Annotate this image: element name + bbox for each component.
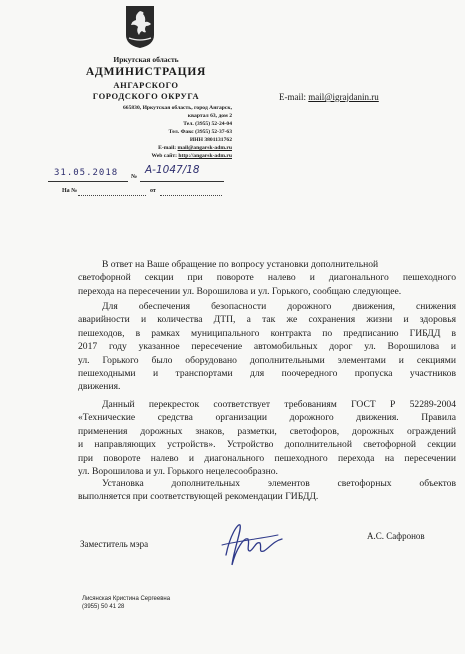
header-administration: АДМИНИСТРАЦИЯ <box>85 66 207 78</box>
p1-line: светофорной секции при повороте налево и диагонального пешеходного <box>78 272 456 284</box>
header-email <box>60 145 232 153</box>
header-web-label: Web сайт: <box>151 153 177 159</box>
p2-line: движения. <box>78 381 121 393</box>
signatory-position: Заместитель мэра <box>80 539 149 549</box>
header-email-link[interactable]: mail@angarsk-adm.ru <box>177 145 232 151</box>
p2-line: пешеходными и транспортами для поочередного пропуска участников <box>78 368 456 380</box>
p2-line: аварийности и количества ДТП, а так же сохранения жизни и здоровья <box>78 314 456 326</box>
handwritten-signature <box>218 515 288 571</box>
header-fax: Тел. Факс (3955) 52-37-63 <box>168 129 232 135</box>
reply-to-date-line <box>160 195 222 196</box>
p2-line: ул. Горького было оборудовано дополнительными элементами и секциями <box>78 354 456 366</box>
date-underline <box>48 181 128 182</box>
header-phone: Тел. (3955) 52-24-04 <box>183 121 232 127</box>
recipient-email <box>279 92 379 102</box>
paragraph-1 <box>78 258 456 298</box>
p3-line: при повороте налево и диагонального пешеходного перехода на пересечении <box>78 452 456 464</box>
registration-date: 31.05.2018 <box>54 168 119 178</box>
header-address-line1: 665830, Иркутская область, город Ангарск, <box>122 105 232 111</box>
paragraph-2 <box>78 300 456 394</box>
coat-of-arms-icon <box>125 5 155 49</box>
p2-line: 2017 году указанное пересечение автомобильных дорог ул. Ворошилова и <box>78 341 456 353</box>
header-region: Иркутская область <box>113 55 179 64</box>
header-district: ГОРОДСКОГО ОКРУГА <box>92 91 200 101</box>
reply-to-date-label: от <box>150 188 156 194</box>
executor-phone: (3955) 50 41 28 <box>82 604 125 610</box>
p3-line: ул. Ворошилова и ул. Горького нецелесообразно. <box>78 466 278 478</box>
signatory-name: А.С. Сафронов <box>367 531 425 541</box>
header-website <box>60 153 232 161</box>
p3-line: применения дорожных знаков, разметки, светофоров, дорожных ограждений <box>78 425 456 437</box>
number-underline <box>140 181 224 182</box>
reply-to-number-label: На № <box>62 188 78 194</box>
p1-line: перехода на пересечении ул. Ворошилова и ул. Горького, сообщаю следующее. <box>78 285 402 297</box>
paragraph-4 <box>78 477 456 504</box>
p2-line: пешеходов, в рамках муниципального контракта по предписанию ГИБДД в <box>78 327 456 339</box>
reply-to-number-line <box>78 195 146 196</box>
header-inn: ИНН 3801131762 <box>189 137 232 143</box>
p2-line: Для обеспечения безопасности дорожного движения, снижения <box>102 301 456 312</box>
header-web-link[interactable]: http://angarsk-adm.ru <box>178 153 232 159</box>
p1-line: В ответ на Ваше обращение по вопросу установки дополнительной <box>102 259 379 270</box>
header-email-label: E-mail: <box>158 145 177 151</box>
header-city: АНГАРСКОГО <box>113 80 179 90</box>
p3-line: и направляющих устройств». Устройство дополнительной светофорной секции <box>78 439 456 451</box>
registration-number-label: № <box>131 174 138 180</box>
paragraph-3 <box>78 398 456 478</box>
header-address-line2: квартал 63, дом 2 <box>187 113 232 119</box>
p3-line: Данный перекресток соответствует требованиям ГОСТ Р 52289-2004 <box>102 399 456 410</box>
recipient-email-label: E-mail: <box>279 92 306 102</box>
p4-line: Установка дополнительных элементов светофорных объектов <box>102 478 456 489</box>
recipient-email-link[interactable]: mail@igrajdanin.ru <box>308 92 379 102</box>
registration-number: А-1047/18 <box>145 164 200 176</box>
p4-line: выполняется при соответствующей рекомендации ГИБДД. <box>78 491 319 503</box>
executor-name: Лисянская Кристина Сергеевна <box>82 596 171 602</box>
p3-line: «Технические средства организации дорожного движения. Правила <box>78 412 456 424</box>
